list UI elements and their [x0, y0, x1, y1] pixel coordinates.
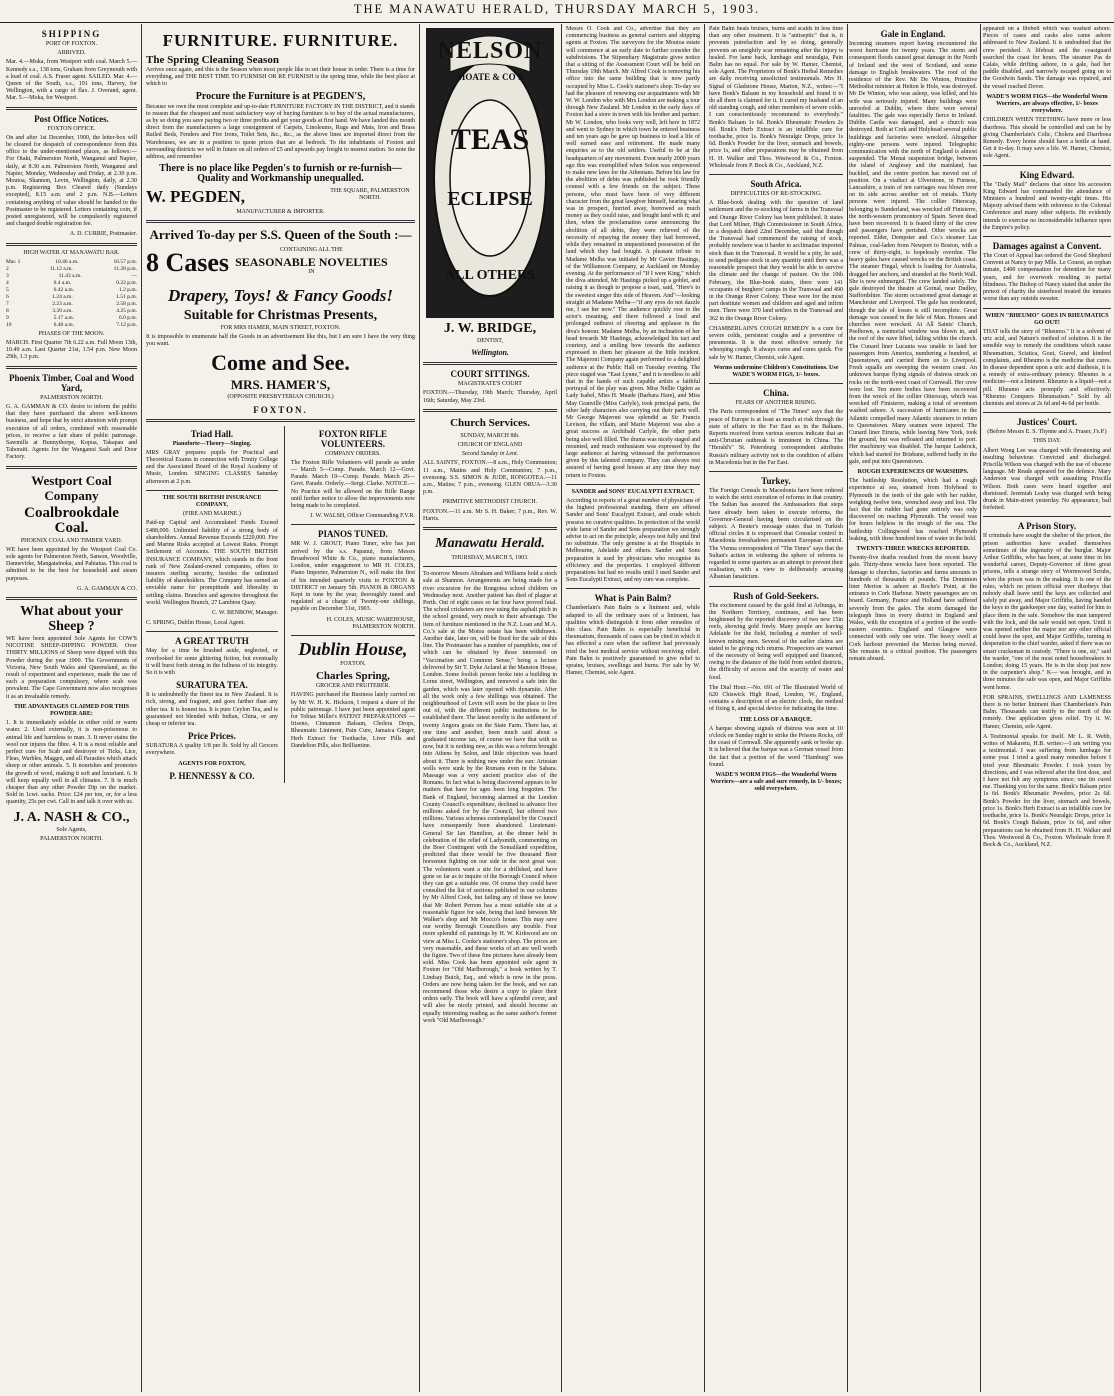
westport-text: WE have been appointed by the Westport Coal Co. sole agents for Palmerston North, Sanson, Woodville, Dannevirke, Mangatainoka, and Pahiatua. This coal is admitted to be the best for household and steam purposes.	[6, 546, 137, 582]
shipping-heading: SHIPPING	[41, 29, 102, 39]
advantages-text: 1. It is immediately soluble in either cold or warm water. 2. Used externally, it is non-poisonous to animal life and harmless to man. 3. It never stains the wool nor injures the fibre. 4. It is a most reliable and perfect cure for Scab and destroyer of Ticks, Lice, Fleas, Warbles, Maggot, and all Parasites which attack sheep or other animals. 5. It nourishes and promotes the growth of wool, making it soft and luxuriant. 6. It will keep equally well in all climates. 7. It is much cheaper than any other Powder Dip on the market. Sold in 1cwt. sacks. Price: £24 per ton, or, for a less quantity, 25s per cwt. Call in and talk it over with us.	[6, 720, 137, 806]
tide-row	[6, 301, 137, 308]
south-africa-text: A Blue-book dealing with the question of land settlement and the re-stocking of farms in the Transvaal and Orange River Colony has been published. It states that Lord Milner, High Commissioner in South Africa, in a despatch dated 22nd December, said that though the Transvaal had commenced the raising of stock, probably nowhere was it harder to acclimatise imported stock than in the Transvaal. It would be a pity, he said, to send pedigree stock in any quantity until there was a reasonable prospect that they would be able to survive the climate and the change of pasture. On the 10th February, the Blue-book states, there were 141 occupants of burghers' camps in the Transvaal and 490 in the Orange River Colony. These were for the most part destitute women and children and aged and infirm men. There were 370 land settlers in the Transvaal and 362 in the Orange River Colony.	[709, 200, 843, 322]
tide-cell: 2	[6, 265, 9, 272]
column-6	[849, 26, 1111, 1392]
wade-heading: WADE'S WORM FIGS—the Wonderful Worm Worriers, are always effective, 1/- boxes everywhere.	[986, 93, 1108, 115]
tide-cell: 10	[6, 321, 12, 328]
westport-heading: Westport Coal Company	[31, 472, 112, 503]
turkey-text: The Foreign Consuls in Macedonia have been ordered to watch the strict execution of reforms in that country. The Sultan has assured the Ambassadors that steps have already been taken to execute reforms, the Governor-General having been circularised on the subject. A Reuter's message states that in Turkish official circles it is expressed that Consular control in Macedonia foreshadows permanent European control. The Vienna correspondent of "The Times" says that the Sultan's action in widening the sphere of reforms is regarded in some quarters as an attempt to prevent their realisation, with a view to deliberately arousing Albanian fanaticism.	[709, 487, 843, 581]
triad-text: MRS GRAY prepares pupils for Practical and Theoretical Exams in connection with Trinity College and the Associated Board of the Royal Academy of Music, London. SINGING CLASSES Saturday afternoon at 2 p.m.	[146, 449, 278, 485]
church-text: ALL SAINTS', FOXTON.—8 a.m., Holy Communion; 11 a.m., Matins and Holy Communion; 7 p.m., evensong. S.S. SIMON & JUDE, RONGOTEA.—11 a.m., Matins; 7 p.m., evensong. GLEN ORUA—3.30 p.m.	[423, 460, 557, 496]
coles-signature: H. COLES, MUSIC WAREHOUSE, PALMERSTON NORTH.	[326, 616, 415, 630]
testimonial-text: A Testimonial speaks for itself. Mr L. R. Webb, writes of Makaretu, H.B. writes:—I am writing you a testimonial. I was suffering from lumbago for some year. I tried a good many remedies before I tried your Bheumatic Powder. I took yours by directions, and I was relieved after the first dose, and I have not felt any symptoms since; one tin cured me. Thanking you for the same. Bonk's Balsam price 1s 6d. Bonk's Rheumatic Powders, price 2s 6d. Bonk's Powder for the liver, stomach and bowels, price 1s. Bonk's Herb Extract is an infallible cure for toothache, price 1s. Bonk's Neuralgic Drops, price 1s 6d. Bonk's Cough Balsam, price 1s 6d, and other preparations can be obtained from H. H. Walker and Thos. Westwood & Co., Foxton. Wholesale from P. Bock & Co., Auckland, N.Z.	[983, 733, 1111, 848]
column-2	[143, 26, 418, 1392]
damages-text: The Court of Appeal has ordered the Good Shepherd Convent at Nancy to pay Mlle. Le Couest, an orphan inmate, £400 compensation for detention for many years, and for overwork resulting in partial blindness. The Bishop of Nancy stated that under the pretext of charity the sisterhood treated the inmates worse than any outside sweater.	[983, 253, 1111, 303]
tide-row	[6, 294, 137, 301]
teas-wordmark: TEAS	[450, 123, 530, 156]
foxton-label: FOXTON.	[253, 404, 308, 415]
tide-cell: 9	[6, 314, 9, 321]
insurance-heading: THE SOUTH BRITISH INSURANCE COMPANY,	[162, 494, 262, 509]
no-place-heading: There is no place like Pegden's to furnish or re-furnish—Quality and Workmanship unequalled.	[159, 163, 402, 185]
tide-row	[6, 266, 137, 273]
company-orders: COMPANY ORDERS.	[324, 450, 381, 457]
suratura-heading: SURATURA TEA.	[176, 680, 248, 691]
nash-place: PALMERSTON NORTH.	[40, 835, 103, 842]
lent-label: Second Sunday in Lent.	[461, 451, 519, 458]
primitive-label: PRIMITIVE METHODIST CHURCH.	[442, 499, 538, 506]
tide-cell: 1.24 a.m.	[52, 293, 73, 300]
charles-heading: Charles Spring,	[315, 670, 390, 683]
westport-signature: G. A. GAMMAN & CO.	[77, 585, 137, 592]
column-rule	[561, 24, 562, 1392]
primitive-text: FOXTON.—11 a.m. Mr S. H. Baker; 7 p.m., Rev. W. Harris.	[423, 508, 557, 522]
shipping-text: Mar. 4.—Moka, from Westport with coal. March 5.—Kennedy s.s., 138 tons, Graham from Greymouth with a load of coal. A.S. Fraser agent. SAILED. Mar. 4.—Queen of the South, s.s., 191 tons, Harvey, for Wellington, with a cargo of flax. J. Overand, agent. Mar. 5.—Moka, for Westport.	[6, 59, 137, 102]
prison-text: If criminals have sought the shelter of the prison, the prison authorities have availed themselves sometimes of the ingenuity of the burglar. Major Arthur Griffiths, who has been, at some time in his wonderful career, Deputy-Governor of three great prisons, tells a strange story of Wormwood Scrubs, when the prison was in the making. It is one of the rules, which no prison official ever disobeys that nobody shall leave until the keys are collected and safely put away, and Major Griffiths, having handed the keys to the gatekeeper one day, waited for him to place them in the safe. Somehow the man tampered with the lock, and the safe would not open. Until it was opened neither the major nor any other official could leave the spot, and Major Griffiths, turning in desperation to the chief warder, asked if there was no smart cracksman in custody. "There is one, sir," said the warder, "one of the most noted housebreakers in London; doing 15 years. He is in the shop just now in the carpenter's shop." K— was brought, and in three minutes the safe was open, and Major Griffiths went home.	[983, 533, 1111, 691]
seasonable-novelties: SEASONABLE NOVELTIES	[235, 255, 388, 270]
in-label: IN	[308, 269, 315, 276]
sander-text: According to reports of a great number of physicians of the highest professional standing, there are offered Sander and Sons' Eucalypti Extract, and crude which possess no curative qualities. In protection of the world wide fame of Sander and Sons preparation we strongly advise to act on the principle, always test fully and find no substitute. The only genuine is at the Hospitals in Melbourne, Adelaide and others. Sander and Sons preparation is used by physicians who recognise its efficiency and the properties. I employed different preparations but had no results until I used Sander and Sons Eucalypti Extract, and my cure was complete.	[566, 498, 700, 584]
walsh-signature: J. W. WALSH, Officer Commanding F.V.R.	[310, 513, 415, 520]
nash-sub: Sole Agents,	[56, 826, 87, 833]
church-heading: Church Services.	[450, 416, 530, 429]
grocer-label: GROCER AND FRUITERER.	[315, 683, 391, 690]
port-heading: PORT OF FOXTON.	[45, 41, 98, 47]
tide-row	[6, 280, 137, 287]
barque-text: A barque showing signals of distress was seen at 10 o'clock on Sunday night to strike the Prisons Rocks, off the coast of Cornwall. She apparently sank or broke up. It is believed that the barque was a German vessel from the fact that a portion of the word "Hamburg" was found.	[709, 725, 843, 768]
advantages-heading: THE ADVANTAGES CLAIMED FOR THIS POWDER ARE:	[13, 703, 130, 717]
gale-text: Incoming steamers report having encountered the worst hurricane for twenty years. The storm and consequent floods caused great damage in the North of Ireland and the west of Scotland, and some damage to English breakwaters. The roof of the residence of the Rev. Mr De Winton, Primitive Methodist minister at Hetton le Hole, was destroyed. Mr De Winton, who was asleep, was killed, and his wife was seriously injured. Many buildings were unroofed at Dublin, where there were several fatalities. The gale was especially fierce in Ireland. Dublin Castle was damaged, and a church was destroyed. Both at Cork and Holyhead several public buildings and factories were wrecked. Altogether eighty-one persons were injured. Telegraphic communication with the north of England is almost suspended. The Menai suspension bridge, between the island of Anglesey and the mainland, has buckled, and the centre portion has moved out of position. On a viaduct at Ulverstone, in Furness, Lancashire, a train of ten carriages was blown over on its side across another set of metals. Thirty persons were injured. The collier Otterscap, belonging to Sunderland, was wrecked off Finisterre, the north-western promontory of Spain. Seven dead have been recovered. It is feared thirty of the crew and passengers have perished. Other wrecks are reported. Elder, Dempster and Co.'s steamer Las Palmas, coal-laden from Newport to Boston, with a crew of thirty-eight, is hopelessly overdue. The heavy gales have caused wrecks on the British coast. The steamer Fingal, which is loading for Australia, dragged her anchors, and stranded at the North Wall. She is now submerged. The crew landed safely. The gale destroyed the theatre at Gornal, near Dudley, Staffordshire. The storm occasioned great damage at Manchester and Liverpool. The gale has moderated, though the tale of losses is still incomplete. Great damage was caused in the Isle of Man. Houses and churches were wrecked. At All Saints' Church, Peelbown, a memorial window was blown in, and the roof of the nave lifted, falling within the church. The Cunard liner Lucania was unable to land her passengers from America, numbering a hundred, at Queenstown, and carried them on to Liverpool. Fresh squalls are sweeping the western coast. An unknown barque flying signals of distress struck on rocks on the north-west coast of Cornwall. Her crew were lost. Ten more bodies have been recovered from the wreck of the collier Otterscap, which was wrecked off Finisterre, making a total of seventeen washed ashore. A succession of hurricanes in the Atlantic compelled many Atlantic steamers to return to Queenstown. Many seamen were injured. The Cunard liner Etruria, while leaving New York, took the ground, but was refloated and returned to port. Her machinery was disabled. The barque Ladstock, which had started for Brisbane, suffered badly in the gale, and put into Queenstown.	[849, 41, 977, 465]
pain-balm-heading: What is Pain Balm?	[594, 593, 672, 604]
tide-cell: 5.17 a.m.	[53, 314, 75, 321]
tide-cell: 1.2 p.m.	[118, 286, 137, 293]
tide-table	[6, 259, 137, 329]
suratura-text: It is undoubtedly the finest tea in New Zealand. It is rich, strong, and fragrant, and goes farther than any other tea. It is honest tea. It is pure Ceylon Tea, and is guaranteed not blended with Indian, China, or any cheap or inferior tea.	[146, 692, 278, 727]
tide-row	[6, 273, 137, 280]
worm-ad: WADE'S WORM FIGS—the Wonderful Worm Worriers—are a safe and sure remedy, in 1/- boxes; sold everywhere.	[710, 772, 842, 793]
rifles-text: The Foxton Rifle Volunteers will parade as under— March 5—Comp. Parade. March 12—Govt. Parade. March 19—Comp. Parade. March 26—Govt. Parade. Orderly.—Sergt. Clarke. NOTICE.—No Practice will be allowed on the Rifle Range until further notice to allow the improvements now being made to be completed.	[290, 459, 415, 510]
benbow-signature: C. W. BENBOW, Manager.	[211, 609, 278, 616]
price-text: SURATURA A quality 1/8 per lb. Sold by all Grocers everywhere.	[146, 743, 278, 757]
dublin-text: HAVING purchased the Business lately carried on by Mr W. H. K. Hickson, I request a share of the public patronage. I have just been appointed agent for Tobias Miller's PATENT PREPARATIONS — Iriseno, Cinnamon Balsam, Cholera Drops, Rheumatic Liniment, Pain Cure, Jamaica Ginger, Herb Extract for Toothache, Liver Pills and Dandelion Pills, also Brilliantine.	[290, 692, 415, 749]
tide-cell: 6	[6, 293, 9, 300]
bridge-heading: J. W. BRIDGE,	[443, 321, 537, 336]
moate-wordmark: MOATE & CO'S	[456, 72, 524, 82]
tide-cell: 7	[6, 300, 9, 307]
coe-label: CHURCH OF ENGLAND	[457, 442, 523, 449]
tide-row	[6, 322, 137, 329]
news-text-2: Messrs O. Cook and Co., advertise that they are commencing business as general carriers and shipping agents at Foxton. The surveyors for the Moutoa estate will commence at an early date to further consider the subdivisions. The Stipendiary Magistrate gives notice that a sitting of the Assessment Court will be held on Thursday 19th March. Mr Alfred Cook is removing his office into the same building that is now partly occupied by Miss L. Cook's stationer's shop. To-day we had the pleasure of renewing our acquaintance with Mr W. W. London who with Mrs London are making a tour through New Zealand. Mr London in the early days of Foxton had a store in town with his brother and partner. Mr W. London, who looks very well, left here in 1872 and went to Sydney in which town he entered business and ten years ago he gave up business to lead a life of well earned ease and retirement. He made many enquiries as to the old settlers. Useful to be at the headquarters of any movement. Even nearly 2000 years ago this was exemplified when Solon was empowered to make new laws for the Athenians. Before his law for the abolition of debts was published he took friendly counsel with a few friends on the subject. These persons, who must have been of very different character from the great lawgiver himself, hearing what was in prospect, hurried away, borrowed as much money as they could raise, and bought land with it; and then, when the proclamation came announcing the abolition of all debts, they were relieved of the necessity of repaying the money they had borrowed, while they remained in unquestioned possession of the land which they had bought. A pleasant tribute to Madame Melba was initiated by Mr Cavier Hastings, of the Williamson Company, at Auckland on Monday evening. At the performance of "If I were King," which the diva attended, Mr Hastings picked up a goblet, and raising it as though to propose a toast, said, "Here's to the sweetest singer this side of Heaven. And"—looking straight at Madame Melba—"if any eyes do not dazzle me, I see her now." The audience quickly rose to the actor's meaning, and there followed a loud and prolonged outburst of cheering and applause in the diva's honour. Madame Melba, by an inclination of her head towards Mr Hastings, acknowledged his tact and courtesy, and a smiling bow towards the audience expressed to them her pleasure at the little incident. The Majeroni Company again performed to a delighted audience at the Public Hall on Tuesday evening. The piece staged was "East Lynne," and it is needless to add that in the hands of such capable artists a faithful portrayal of the play was given. Miss Nellie Ogden as Lady Isabel, Miss H. Meade (Barbara Hare), and Miss May Granville (Miss Carlyle), took principal parts, the other lady characters also carrying out their parts well. Mr George Majeroni was splendid as Sir Francis Levison, the villain, and Mario Majeroni was also a great success as Archibald Carlyle, the other parts being also well filled. The drama was nicely staged and mounted, and much enthusiasm was expressed by the large audience at having witnessed the performances given by this talented company. They can always rest assured of having good houses at any time they may return to Foxton.	[566, 26, 700, 479]
column-5	[706, 26, 846, 1392]
this-day: THIS DAY.	[1032, 438, 1061, 445]
eight-cases: 8 Cases	[146, 247, 230, 277]
post-office-text: On and after 1st December, 1900, the letter-box will be cleared for despatch of correspondence from this office to the under-mentioned places, as follows:— For Otaki, Palmerston North, Wanganui and Napier, daily, at 8.30 a.m. Palmerston North, Wanganui and Napier, Monday, Wednesday and Friday, at 2.30 p.m. Moutoa, Shannon, Levin, Wellington, daily, at 2.30 p.m. Registering Box Cleared daily (Sundays excepted), 8.15 a.m. and 2 p.m. N.B.—Letters containing anything of value should be handed to the Postmaster to be registered. Letters containing coin, if posted unregistered, will be compulsorily registered and charged double registration fee.	[6, 134, 137, 228]
tide-cell: 5	[6, 286, 9, 293]
procure-text: Because we own the most complete and up-to-date FURNITURE FACTORY IN THE DISTRICT, and it stands to reason that the cheapest and most satisfactory way of buying furniture is to buy of the actual manufacturers, as by so doing you save paying two or three profits and get your goods at first hand. We have landed this month direct from the manufacturers a large consignment of Carpets, Linoleums, Rugs and Mats, Iron and Brass Railed Beds, Fenders and Fire Irons, Toilet Sets, &c., &c., as the above lines are imported direct from the Warehouses, we are in a position to quote prices that are at bedrock. To the inhabitants of Foxton and surrounding districts we will in future on all orders of £5 and upwards pay freight to nearest station. So note the address, and remember	[146, 103, 415, 161]
column-3	[420, 26, 560, 1392]
tide-cell: —	[131, 272, 137, 279]
gold-heading: Rush of Gold-Seekers.	[733, 590, 819, 601]
hamer-line: FOR MRS HAMER, MAIN STREET, FOXTON.	[220, 324, 341, 331]
tide-cell: 4.25 p.m.	[116, 307, 137, 314]
sprains-text: FOR SPRAINS, SWELLINGS AND LAMENESS there is no better liniment than Chamberlain's Pain Balm. Thousands can testify to the merit of this remedy. One application gives relief. Try it. W. Hamer, Chemist, sole Agent.	[983, 694, 1111, 730]
column-rule	[704, 24, 705, 1392]
herald-date: THURSDAY, MARCH 5, 1903.	[451, 555, 529, 562]
moon-heading: PHASES OF THE MOON.	[38, 330, 105, 337]
china-sub: FEARS OF ANOTHER RISING.	[735, 400, 817, 407]
procure-heading: Procure the Furniture is at PEGDEN'S,	[195, 90, 366, 102]
tide-cell: 11.12 a.m.	[49, 265, 73, 272]
wellington-label: Wellington.	[471, 348, 509, 358]
sander-heading: SANDER and SONS' EUCALYPTI EXTRACT.	[571, 488, 695, 495]
tide-cell: 1.51 p.m.	[116, 293, 137, 300]
high-water-heading: HIGH WATER AT MANAWATU BAR.	[23, 249, 120, 256]
timber-heading: Phoenix Timber, Coal and Wood Yard,	[9, 372, 134, 393]
insurance-sub: (FIRE AND MARINE.)	[183, 511, 241, 518]
warships-text: The battleship Resolution, which had a rough experience at sea, steamed from Holyhead to Plymouth in the teeth of the gale with her rudder, weighing twelve tons, wrenched away and lost. The fact that the rudder had gone entirely was only discovered on reaching Plymouth. The vessel was for hours helpless in the trough of the sea. The battleship Collingwood has reached Plymouth leaking, with three hundred tons of water in the hold.	[849, 478, 977, 542]
worms-text: Worms undermine Children's Constitutions. Use WADE'S WORM FIGS, 1/- boxes.	[713, 364, 839, 378]
bheumo-text: THAT tells the story of "Rheumo." It is a solvent of uric acid, and Nature's method of solution. It is the sensible way to remedy the conditions which cause Rheumatism, Sciatica, Gout, Gravel, and kindred complaints, and Rheumo is the medicine that cures. In disease dependent upon a uric acid diathesis, it is a remedy of extra-ordinary potency. Rheumo is a medicine—not a liniment. Rheumo is a liquid—not a pill. Rheumo acts promptly and effectively. "Rheumo Conquers Rheumatism." Sold by all chemists and stores at 2s 6d and 4s 6d per bottle.	[983, 328, 1111, 407]
tide-cell: 2.58 p.m.	[116, 300, 137, 307]
masthead: THE MANAWATU HERALD, THURSDAY MARCH 5, 1903.	[0, 2, 1114, 23]
truth-heading: A GREAT TRUTH	[175, 636, 249, 647]
tide-cell: 6.40 a.m.	[53, 321, 75, 328]
dentist-label: DENTIST,	[476, 338, 504, 344]
turkey-heading: Turkey.	[761, 475, 791, 486]
sheep-text: WE have been appointed Sole Agents for COW'S NICOTINE SHEEP-DIPPING POWDER. Over THIRTY MILLIONS of Sheep were dipped with this Powder during the year 1900. The Governments of Victoria, New South Wales and Queensland, as the result of experiment and experience, made the use of such a preparation compulsory, where scab was prevalent. The Cape Government now also recognises it as an invaluable remedy.	[6, 635, 137, 700]
justices-text: Albert Wong Lee was charged with threatening and insulting behaviour. Convicted and discharged. Priscilla Wilson was charged with the use of obscene language. Mr Reade appeared for the defence. Mary Anderson was charged with assaulting Priscilla Wilson. Both cases were heard together and dismissed. Jeremiah Leahy was charged with being drunk in Main-street yesterday. No appearance, bail forfeited.	[983, 447, 1111, 512]
prison-heading: A Prison Story.	[1017, 521, 1077, 532]
tide-cell: 2.23 a.m.	[52, 300, 73, 307]
tide-row	[6, 308, 137, 315]
coalbrookdale-heading: Coalbrookdale Coal.	[24, 504, 119, 536]
westport-sub: PHOENIX COAL AND TIMBER YARD.	[20, 537, 123, 544]
south-africa-heading: South Africa.	[750, 179, 802, 190]
drapery-heading: Drapery, Toys! & Fancy Goods!	[168, 285, 393, 305]
post-office-heading: Post Office Notices.	[34, 113, 109, 124]
church-date: SUNDAY, MARCH 8th.	[460, 432, 520, 439]
sheep-heading: What about your Sheep ?	[20, 603, 123, 634]
insurance-text: Paid-up Capital and Accumulated Funds Exceed £488,000. Unlimited liability of a strong body of shareholders. Annual Revenue Exceeds £220,000. Fire and Marine Risks accepted at Lowest Rates. Prompt Settlement of Accounts. THE SOUTH BRITISH INSURANCE COMPANY, which stands in the front rank of New Zealand-owned companies, offers to insurers sterling security, besides the unlimited liability of shareholders. The Company has earned an enviable name for promptitude and liberality in settling claims. Branches and agencies throughout the world. Wellington Branch, 27 Lambton Quay.	[146, 520, 278, 606]
tide-cell: 8	[6, 307, 9, 314]
tide-row	[6, 259, 137, 266]
pegden-sub: MANUFACTURER & IMPORTER.	[236, 208, 325, 215]
king-text: The "Daily Mail" declares that since his accession King Edward has commanded the attendance of Ministers a hundred and twenty-eight times. His Majesty advised them with reference to the Colonial Conference and many other subjects. He evidently intends to exercise no inconsiderable influence upon the Empire's policy.	[983, 181, 1111, 231]
pain-balm-text: Chamberlain's Pain Balm is a liniment and, while adapted to all the ordinary uses of a liniment, has qualities which distinguish it from other remedies of this class. Pain Balm is especially beneficial in rheumatism, thousands of cases can be cited in which it has effected a cure when the sufferer had previously tried the best medical service without receiving relief. Pain Balm is positively guaranteed to give relief to sprains, bruises, swellings and burns. For sale by W. Hamer, Chemist, sole Agent.	[566, 605, 700, 677]
bonk-text: Pain Balm heals bruises, burns and scalds in less time than any other treatment. It is "antiseptic" that is, it prevents putrefaction and by so doing, generally prevents an unsightly scar remaining after the injury is healed. For lame back, lumbago and neuralgia, Pain Balm has no equal. For sale by W. Hamer, Chemist, sole Agent. The Proprietors of Bonk's Herbal Remedies are daily receiving unsolicited testimonials. Mrs H. Signal of Gladstone House, Marton, N.Z., writes:—"I have Bonk's Balsam in my household and found it to do all there is claimed for it. It cured my husband of an old standing cough, and other members of severe colds. I can conscientiously recommend to everybody." Bonk's Balsam 1s 6d. Bonk's Rheumatic Powders 2s 6d. Bonk's Herb Extract is an infallible cure for toothache, price 1s. Bonk's Neuralgic Drops, price 1s 6d. Bonk's Powder for the liver, stomach and bowels, price 1s, and other preparations may be obtained from H. H. Walker and Thos. Westwood & Co., Foxton. Wholesale from P. Bock & Co., Auckland, N.Z.	[709, 26, 843, 169]
tide-cell: 3.39 a.m.	[52, 307, 73, 314]
postmaster-signature: A. D. CURRIE, Postmaster.	[69, 231, 137, 238]
dublin-heading: Dublin House,	[298, 638, 408, 659]
court-text: FOXTON.—Thursday, 19th March; Thursday, April 16th; Saturday, May 23rd.	[423, 390, 557, 404]
pegden-address: THE SQUARE, PALMERSTON NORTH.	[330, 188, 410, 202]
spring-text: Arrives once again, and this is the Season when most people like to set their house in order. There is a time for everything, and THE BEST TIME TO FURNISH OR RE FURNISH is the spring time, while the best place at which to	[146, 67, 415, 88]
tide-row	[6, 315, 137, 322]
post-office-sub: FOXTON OFFICE.	[47, 125, 96, 132]
dublin-place: FOXTON.	[340, 660, 366, 667]
dial-text: The Dial Hour.—No. 691 of The Illustrated World of 620 Chiswick High Road, London, W., England, contains a description of an electric clock, the method of fixing it, and special device for indicating the time.	[709, 684, 843, 713]
hennessy-heading: P. HENNESSY & CO.	[169, 770, 255, 781]
tide-cell: 10.57 p.m.	[113, 258, 137, 265]
piano-theory: Pianoforte—Theory—Singing.	[172, 440, 252, 447]
tide-cell: 11.43 a.m.	[58, 272, 82, 279]
justices-heading: Justices' Court.	[1017, 417, 1077, 428]
news-text: To-morrow Messrs Abraham and Williams hold a stock sale at Shannon. Arrangements are being made for a river excursion for the Rongotea school children on Wednesday next. Another patient has died of plague at Perth. Out of eight cases so far four have proved fatal. The school cricketers are now using the asphalt pitch in the school ground, very much to their advantage. The item of furniture mentioned in the N.Z. Loan and M.A. Co.'s sale at the Motoa estate has been withdrawn. Another date, later on, will be fixed for the sale of this line. The Postmaster has a number of pamphlets, one of which can be obtained by those interested on "Vaccination and Common Sense," being a lecture delivered by Sir T. Dyke Acland at the Mansion House, London. Some foolish person broke into a building in Lorne street, Wellington, and removed a safe into the garden, which was later opened with dynamite. After all the work only a few shillings was obtained. The neighbourhood of Levin will soon be the place to live out of, with the different public institutions to be established there. The latest novelty is the settlement of twenty Angora goats on the State Farm. There has, at one time and another, been much said about a graduated income tax, of course we have that with us now, but it is nothing new, as this was a reform brought into Athens by Solon, and little objection was heard about it. There is nothing new under the sun: Artesian wells were sunk by the Romans even in the Sahara. Massage was a very ancient practice also of the Romans. In fact what is being discovered appears to be matters that have for ages been long forgotten. The Bank of England, becoming alarmed at the London County Council's expenditure, declined to advance five millions asked for by the Council, but offered two millions. Various schemes contemplated by the Council have consequently been abandoned. Lieutenant-General Sir Ian Hamilton, at the dinner held in celebration of the relief of Ladysmith, commenting on the Boer Contingent with the Somaliland expedition, predicted that there would be five thousand Boer horsemen fighting on our side in the next great war. The volunteers want a site for a drillshed, and have gone so far as to inquire of the Borough Council where they can get a suitable one. Of course they could have consulted the list of sections published in our columns by Mr Alfred Cook, but failing any of these we know that Mr Robert Perrem has a most suitable site at a reasonable figure for sale, being that land between Mr Walker's shop and Mr Mocco's house. This may save our worthy Borough Councillors any trouble. Four more splendid oil paintings by H. W. Kirkwood are on view at Miss L. Cooke's stationer's shop. The prices are very reasonable, and these works of art are well worth the figure. Two of these fine pictures have already been sold. Miss Cook has been appointed sole agent in Foxton for "Old Marlborough," a book written by T. Lindsay Buick, Esq., and which is now in the press. Orders are now being taken for the book, and we can recommend those who desire a copy to place their orders early. The book will have a splendid cover, and will also be nicely printed, and should become an equally interesting reading as the same author's former work "Old Marlborough."	[423, 571, 557, 1024]
tide-cell: 6.0 p.m.	[118, 314, 137, 321]
come-and-see-heading: Come and See.	[211, 350, 350, 376]
tide-row	[6, 287, 137, 294]
column-1	[3, 26, 140, 1392]
china-heading: China.	[763, 388, 789, 399]
mrs-hamer-heading: MRS. HAMER'S,	[230, 377, 331, 393]
triad-heading: Triad Hall.	[190, 428, 234, 439]
nash-heading: J. A. NASH & CO.,	[13, 809, 130, 825]
bheumo-heading: WHEN "BHEUMO" GOES IN RHEUMATICS GO OUT!	[985, 312, 1109, 326]
tide-cell: 7.12 p.m.	[116, 321, 137, 328]
tide-cell: 0.4 a.m.	[53, 279, 72, 286]
timber-text: G. A. GAMMAN & CO. desire to inform the public that they have purchased the above well-known business, and hope that by strict attention with prompt execution of all orders, combined with reasonable prices, to receive a fair share of public patronage. Sawmills at Bunnythorpe, Kopua, Takapau and Tahoraiti. Agents for the Wanganui Sash and Door Factory.	[6, 403, 137, 461]
agents-heading: AGENTS FOR FOXTON,	[178, 760, 246, 767]
opposite-church: (OPPOSITE PRESBYTERIAN CHURCH.)	[227, 394, 334, 401]
china-text: The Paris correspondent of "The Times" says that the peace of Europe is at least as much at risk through the state of affairs in the Far East as in the Balkans. Reports received from various sources indicate that an anti-Christian outbreak is imminent in China. The "Herald's" St. Petersburg correspondent attributes Russia's military activity not to the condition of affairs in Macedonia but in the Far East.	[709, 409, 843, 466]
column-4	[563, 26, 703, 1392]
wrecks-heading: TWENTY-THREE WRECKS REPORTED.	[856, 546, 970, 553]
tide-cell: 11.28 p.m.	[113, 265, 137, 272]
tide-cell: 3	[6, 272, 9, 279]
timber-place: PALMERSTON NORTH.	[40, 394, 103, 401]
tide-cell: 4	[6, 279, 9, 286]
truth-text: May for a time be brushed aside, neglected, or overlooked for some glittering fiction, but eventually it will burst forth strong in the fullness of its integrity. So it is with	[146, 648, 278, 676]
tide-cell: 0.42 a.m.	[53, 286, 75, 293]
warships-heading: ROUGH EXPERIENCES OF WARSHIPS.	[857, 468, 969, 475]
gold-text: The excitement caused by the gold find at Arltunga, in the Northern Territory, continues, and has been heightened by the reported discovery of two new 15in reefs, showing gold freely. Many people are leaving Adelaide for the field, including a number of well-known mining men. Several of the earlier claims are stated to be giving rich returns. Prospectors are warned of the necessity of being well equipped and financed, owing to the distance of the field from settled districts, the difficulty of access and the scarcity of water and food.	[709, 602, 843, 681]
pianos-text: MR W. J. GROUT, Piano Tuner, who has just arrived by the s.s. Papanui, from Messrs Broadwood White & Co., piano manufacturers, London, under engagement to MR H. COLES, Piano Importer, Palmerston N., will make the first of his intended quarterly visits to FOXTON & DISTRICT on January 5th. PIANOS & ORGANS Kept in tune by the year, thoroughly tuned and regulated at a charge of Twenty-one shillings, payable on December 31st, 1903.	[290, 541, 415, 613]
rifles-heading: FOXTON RIFLE VOLUNTEERS.	[318, 428, 387, 449]
tide-cell: 0.22 p.m.	[116, 279, 137, 286]
south-africa-sub: DIFFICULTIES OF RE-STOCKING.	[730, 191, 822, 198]
spring-heading: The Spring Cleaning Season	[146, 54, 279, 66]
spring-agent: C. SPRING, Dublin House, Local Agent.	[146, 620, 245, 627]
containing: CONTAINING ALL THE	[279, 247, 343, 254]
furniture-heading: FURNITURE. FURNITURE.	[162, 31, 399, 50]
barque-heading: THE LOSS OF A BARQUE.	[739, 716, 813, 723]
tide-cell: Mar. 1	[6, 258, 21, 265]
christmas-heading: Suitable for Christmas Presents,	[183, 307, 378, 323]
nelson-wordmark: NELSON	[437, 38, 543, 64]
lifebelt-text: appeared on a lifebelt which was washed ashore. Pieces of cases and casks also came ashore addressed to New Zealand. It is undoubted that the crew perished. A lifeboat and the coastguard searched the coast for hours. The steamer Pas de Calais, while drifting ashore, in a gale, had her paddle disabled, and narrowly escaped going on to the Goodwin Sands. The damage was repaired, and the vessel reached Dover.	[983, 26, 1111, 90]
price-heading: Price Prices.	[187, 731, 236, 742]
column-rule	[141, 24, 142, 1392]
pianos-heading: PIANOS TUNED.	[318, 529, 388, 540]
court-heading: COURT SITTINGS.	[450, 369, 530, 380]
herald-title: Manawatu Herald.	[435, 536, 545, 552]
impossible-text: It is impossible to enumerate half the Goods in an advertisement like this, but I am sure I have the very thing you want.	[146, 334, 415, 348]
tide-cell: 10.40 a.m.	[55, 258, 79, 265]
king-heading: King Edward.	[1019, 169, 1075, 180]
eclipse-wordmark: ECLIPSE	[447, 188, 533, 210]
magistrate-label: MAGISTRATE'S COURT	[458, 381, 522, 388]
diarrhoea-text: CHILDREN WHEN TEETHING have more or less diarrhoea. This should be controlled and can be by giving Chamberlain's Colic, Cholera and Diarrhoea Remedy. Every home should have a bottle at hand. Get it to-day. It may save a life. W. Hamer, Chemist, sole Agent.	[983, 117, 1111, 160]
arrived-heading: ARRIVED.	[57, 50, 86, 57]
moon-text: MARCH. First Quarter 7th 6.22 a.m. Full Moon 13th, 10.49 a.m. Last Quarter 21st, 1.54 p.m. New Moon 29th, 1.3 p.m.	[6, 340, 137, 361]
nelson-tea-advertisement	[426, 28, 554, 318]
damages-heading: Damages against a Convent.	[992, 241, 1102, 252]
wrecks-text: Twenty-five deaths resulted from the recent heavy gale. Thirty-three wrecks have been reported. The damage to churches, factories and farms amounts to hundreds of thousands of pounds. The Dominion liner Merion is ashore at Roche's Point, at the entrance to Cork Harbour. Ninety passengers are on board. Germany, France and Holland have suffered severely from the gales. The storm damaged the telegraph lines in every district in England and Wales, with the exception of a portion of the south-eastern counties. England and Glasgow were connected with only one wire. The heavy swell at Cork harbour prevented the Merion being moved. She remains in a critical position. The passengers remain aboard.	[849, 555, 977, 663]
gale-heading: Gale in England.	[880, 29, 946, 39]
all-others-wordmark: ALL OTHERS	[445, 268, 535, 283]
pegden-heading: W. PEGDEN,	[146, 186, 246, 206]
arrived-heading: Arrived To-day per S.S. Queen of the South :—	[149, 226, 412, 242]
column-rule	[847, 24, 848, 1392]
cough-text: CHAMBERLAIN'S COUGH REMEDY is a cure for severe colds, persistent coughs and a preventive of pneumonia. It is the most effective remedy for whooping cough. It always cures and cures quick. For sale by W. Hamer, Chemist, sole Agent.	[709, 325, 843, 361]
justices-sub: (Before Messrs E. S. Thynne and A. Fraser, J's.P.)	[987, 429, 1107, 436]
